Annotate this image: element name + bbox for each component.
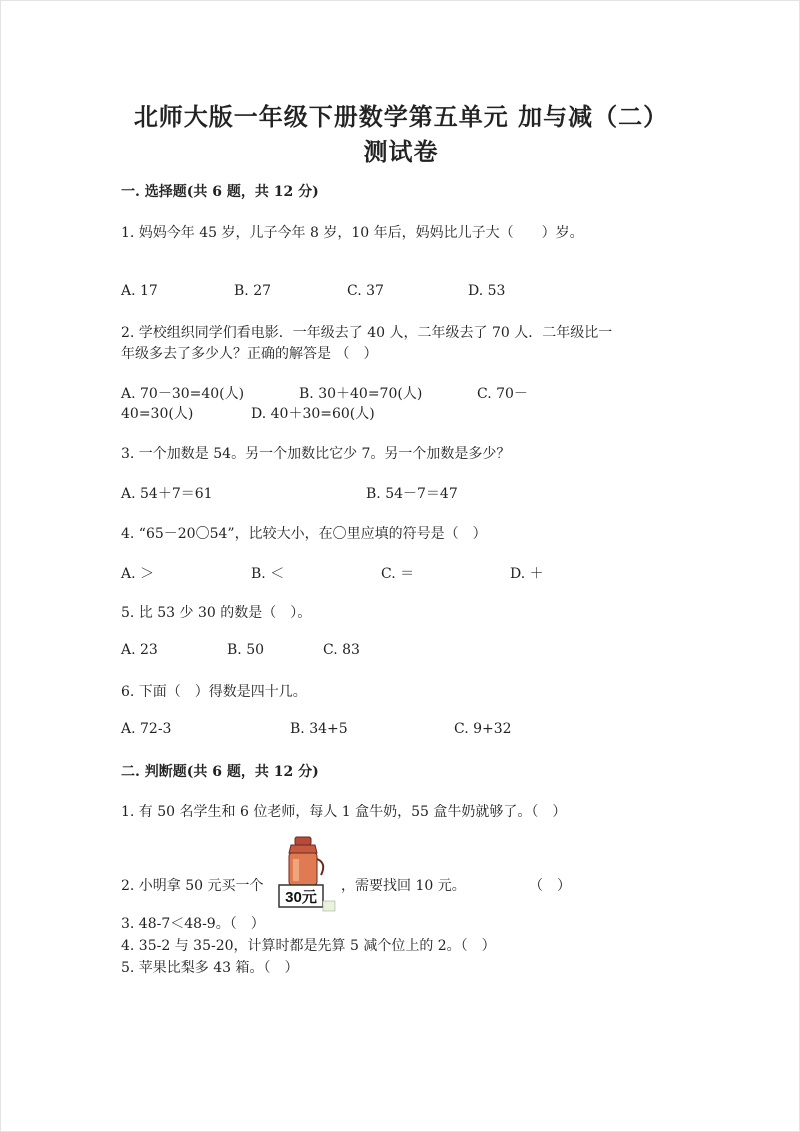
option-d: D. ＋: [510, 566, 544, 582]
section-heading-judgment: 二. 判断题(共 6 题，共 12 分): [121, 764, 319, 780]
option-c: C. 9+32: [454, 721, 512, 737]
option-b: B. 34+5: [290, 721, 348, 737]
option-d: D. 53: [468, 283, 506, 299]
option-b: B. ＜: [251, 566, 285, 582]
option-c: C. ＝: [381, 566, 415, 582]
question-1-3: 3. 一个加数是 54。另一个加数比它少 7。另一个加数是多少？: [121, 446, 511, 462]
option-c: C. 83: [323, 642, 360, 658]
judgment-5: 5. 苹果比梨多 43 箱。（ ）: [121, 960, 299, 976]
page-subtitle: 测试卷: [363, 137, 439, 166]
question-1-1: 1. 妈妈今年 45 岁，儿子今年 8 岁，10 年后，妈妈比儿子大（ ）岁。: [121, 225, 584, 241]
option-c: C. 37: [347, 283, 384, 299]
section-heading-choice: 一. 选择题(共 6 题，共 12 分): [121, 184, 319, 200]
option-c: C. 70－: [477, 386, 528, 402]
question-1-2-line1: 2. 学校组织同学们看电影．一年级去了 40 人，二年级去了 70 人．二年级比一: [121, 325, 613, 341]
option-a: A. ＞: [121, 566, 155, 582]
page-title: 北师大版一年级下册数学第五单元 加与减（二）: [133, 102, 669, 131]
option-a: A. 54＋7＝61: [121, 486, 213, 502]
option-b: B. 27: [234, 283, 272, 299]
question-1-2-line2: 年级多去了多少人？正确的解答是 （ ）: [121, 346, 378, 362]
option-b: B. 50: [227, 642, 265, 658]
option-b: B. 54－7＝47: [366, 486, 458, 502]
option-a: A. 70－30=40(人): [121, 386, 245, 402]
price-tag-label: 30元: [285, 889, 317, 906]
option-a: A. 23: [121, 642, 158, 658]
judgment-2-start: 2. 小明拿 50 元买一个: [121, 878, 264, 894]
judgment-4: 4. 35-2 与 35-20，计算时都是先算 5 减个位上的 2。（ ）: [121, 938, 496, 954]
judgment-3: 3. 48-7＜48-9。（ ）: [121, 916, 265, 932]
option-d: D. 40＋30=60(人): [251, 406, 375, 422]
judgment-1: 1. 有 50 名学生和 6 位老师，每人 1 盒牛奶，55 盒牛奶就够了。（ ）: [121, 804, 567, 820]
option-b: B. 30＋40=70(人): [299, 386, 423, 402]
option-a: A. 72-3: [121, 721, 172, 737]
question-1-4: 4. “65－20〇54”，比较大小，在〇里应填的符号是（ ）: [121, 526, 487, 542]
question-1-5: 5. 比 53 少 30 的数是（ ）。: [121, 605, 312, 621]
question-1-6: 6. 下面（ ）得数是四十几。: [121, 684, 307, 700]
option-a: A. 17: [121, 283, 158, 299]
answer-bracket: （ ）: [529, 878, 571, 894]
option-c-continued: 40=30(人): [121, 406, 194, 422]
thermos-price-image: [277, 835, 339, 913]
judgment-2-end: ，需要找回 10 元。: [341, 878, 466, 894]
